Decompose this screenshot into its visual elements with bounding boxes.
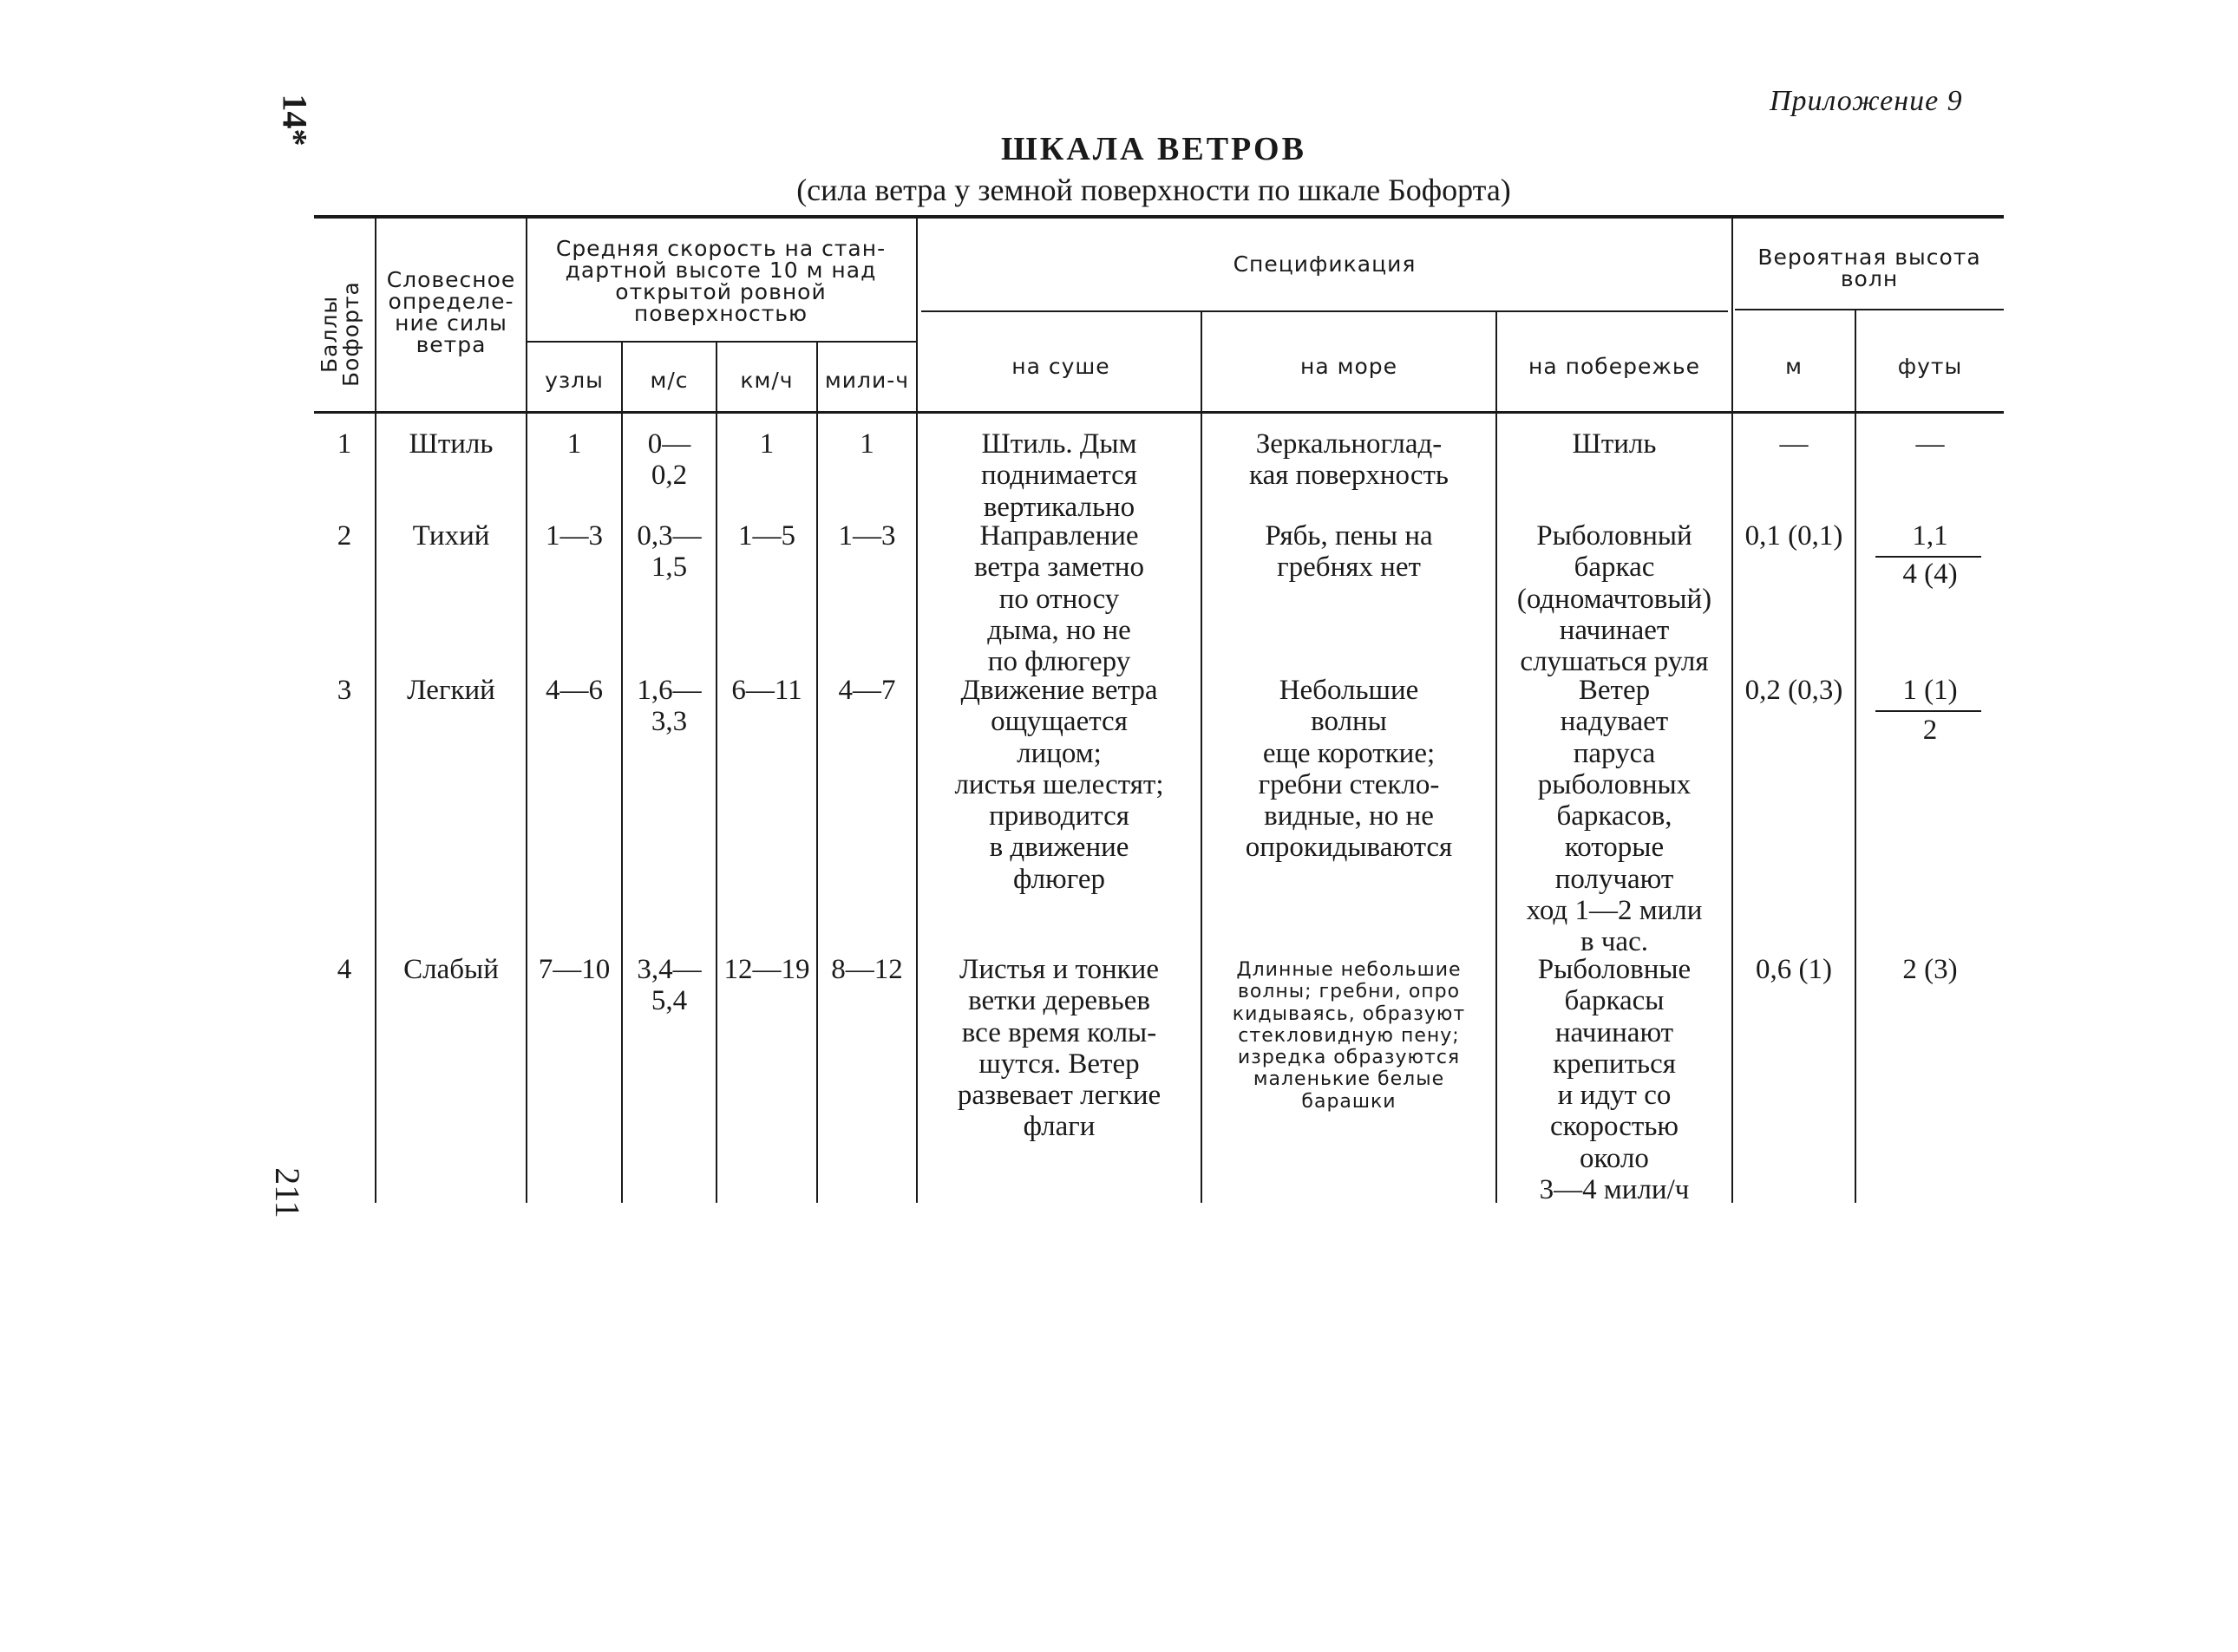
appendix-label: Приложение 9 <box>1770 85 1963 117</box>
row3-force: 3 <box>337 675 352 706</box>
table-top-rule <box>314 215 2004 219</box>
row3-wave-m: 0,2 (0,3) <box>1744 675 1843 706</box>
row1-mph: 1 <box>860 428 874 460</box>
page-title: ШКАЛА ВЕТРОВ <box>1001 131 1306 167</box>
row3-sea: Небольшие волны еще короткие; гребни стекло- видные, но не опрокидываются <box>1245 675 1453 864</box>
row1-wave-ft: — <box>1915 428 1945 460</box>
table-header-rule <box>314 411 2004 414</box>
row2-mph: 1—3 <box>838 520 896 552</box>
row4-land: Листья и тонкие ветки деревьев все время колы- шутся. Ветер развевает легкие флаги <box>957 954 1162 1143</box>
row3-ms: 1,6— 3,3 <box>637 675 702 738</box>
row2-force: 2 <box>337 520 352 552</box>
row2-land: Направление ветра заметно по относу дыма, но не по флюгеру <box>973 520 1145 678</box>
row2-ms: 0,3— 1,5 <box>637 520 702 584</box>
row4-name: Слабый <box>403 954 499 985</box>
page-number: 211 <box>267 1167 307 1218</box>
row1-coast: Штиль <box>1572 428 1657 460</box>
header-speed-group: Средняя скорость на стан-дартной высоте 10 м над открытой ровной поверхностью <box>555 236 887 326</box>
col-divider <box>526 219 527 1203</box>
header-kmh: км/ч <box>740 368 794 393</box>
row2-wave-ft-bottom: 4 (4) <box>1902 558 1958 590</box>
row4-force: 4 <box>337 954 352 985</box>
header-mph: мили-ч <box>824 368 910 393</box>
row1-ms: 0— 0,2 <box>647 428 691 492</box>
fraction-bar <box>1875 710 1981 712</box>
header-beaufort: Баллы Бофорта <box>317 281 363 387</box>
row4-knots: 7—10 <box>538 954 611 985</box>
row1-knots: 1 <box>566 428 582 460</box>
spec-subheader-rule <box>921 310 1728 312</box>
row4-mph: 8—12 <box>831 954 903 985</box>
row4-ms: 3,4— 5,4 <box>637 954 702 1017</box>
row1-land: Штиль. Дым поднимается вертикально <box>981 428 1137 523</box>
header-m: м <box>1785 354 1803 379</box>
row3-land: Движение ветра ощущается лицом; листья шелестят; приводится в движение флюгер <box>954 675 1164 895</box>
wave-subheader-rule <box>1735 309 2004 310</box>
row2-coast: Рыболовный баркас (одномачтовый) начинает слушаться руля <box>1516 520 1712 678</box>
fraction-bar <box>1875 556 1981 558</box>
speed-subheader-rule <box>527 341 916 343</box>
row2-knots: 1—3 <box>546 520 603 552</box>
row3-coast: Ветер надувает паруса рыболовных баркасов, которые получают ход 1—2 мили в час. <box>1526 675 1703 958</box>
row3-kmh: 6—11 <box>731 675 802 706</box>
row4-wave-m: 0,6 (1) <box>1756 954 1832 985</box>
col-divider <box>816 343 818 1203</box>
row1-wave-m: — <box>1779 428 1809 460</box>
row1-force: 1 <box>337 428 352 460</box>
row1-sea: Зеркальноглад- кая поверхность <box>1249 428 1449 492</box>
row1-name: Штиль <box>409 428 494 460</box>
header-ft: футы <box>1897 354 1963 379</box>
row3-wave-ft-top: 1 (1) <box>1902 675 1958 706</box>
page-subtitle: (сила ветра у земной поверхности по шкале Бофорта) <box>796 173 1511 207</box>
col-divider <box>716 343 717 1203</box>
row2-name: Тихий <box>412 520 490 552</box>
row3-knots: 4—6 <box>546 675 603 706</box>
side-mark: 14* <box>275 94 315 147</box>
header-ms: м/с <box>650 368 689 393</box>
row4-kmh: 12—19 <box>723 954 810 985</box>
header-knots: узлы <box>545 368 604 393</box>
row1-kmh: 1 <box>759 428 775 460</box>
row2-sea: Рябь, пены на гребнях нет <box>1265 520 1433 584</box>
col-divider <box>375 219 376 1203</box>
row4-wave-ft: 2 (3) <box>1902 954 1958 985</box>
row3-name: Легкий <box>407 675 495 706</box>
header-land: на суше <box>1011 354 1110 379</box>
row2-kmh: 1—5 <box>738 520 795 552</box>
row2-wave-ft-top: 1,1 <box>1912 520 1948 552</box>
row4-sea: Длинные небольшие волны; гребни, опро кидываясь, образуют стекловидную пену; изредка образуются маленькие белые барашки <box>1232 959 1466 1113</box>
header-sea: на море <box>1299 354 1398 379</box>
row4-coast: Рыболовные баркасы начинают крепиться и идут со скоростью около 3—4 мили/ч <box>1537 954 1692 1206</box>
header-verbal: Словесное определе-ние силы ветра <box>386 267 516 357</box>
header-spec-group: Спецификация <box>1233 251 1417 277</box>
row3-mph: 4—7 <box>838 675 896 706</box>
row2-wave-m: 0,1 (0,1) <box>1744 520 1843 552</box>
header-wave-group: Вероятная высота волн <box>1757 245 1981 291</box>
row3-wave-ft-bottom: 2 <box>1922 715 1938 746</box>
header-coast: на побережье <box>1528 354 1700 379</box>
